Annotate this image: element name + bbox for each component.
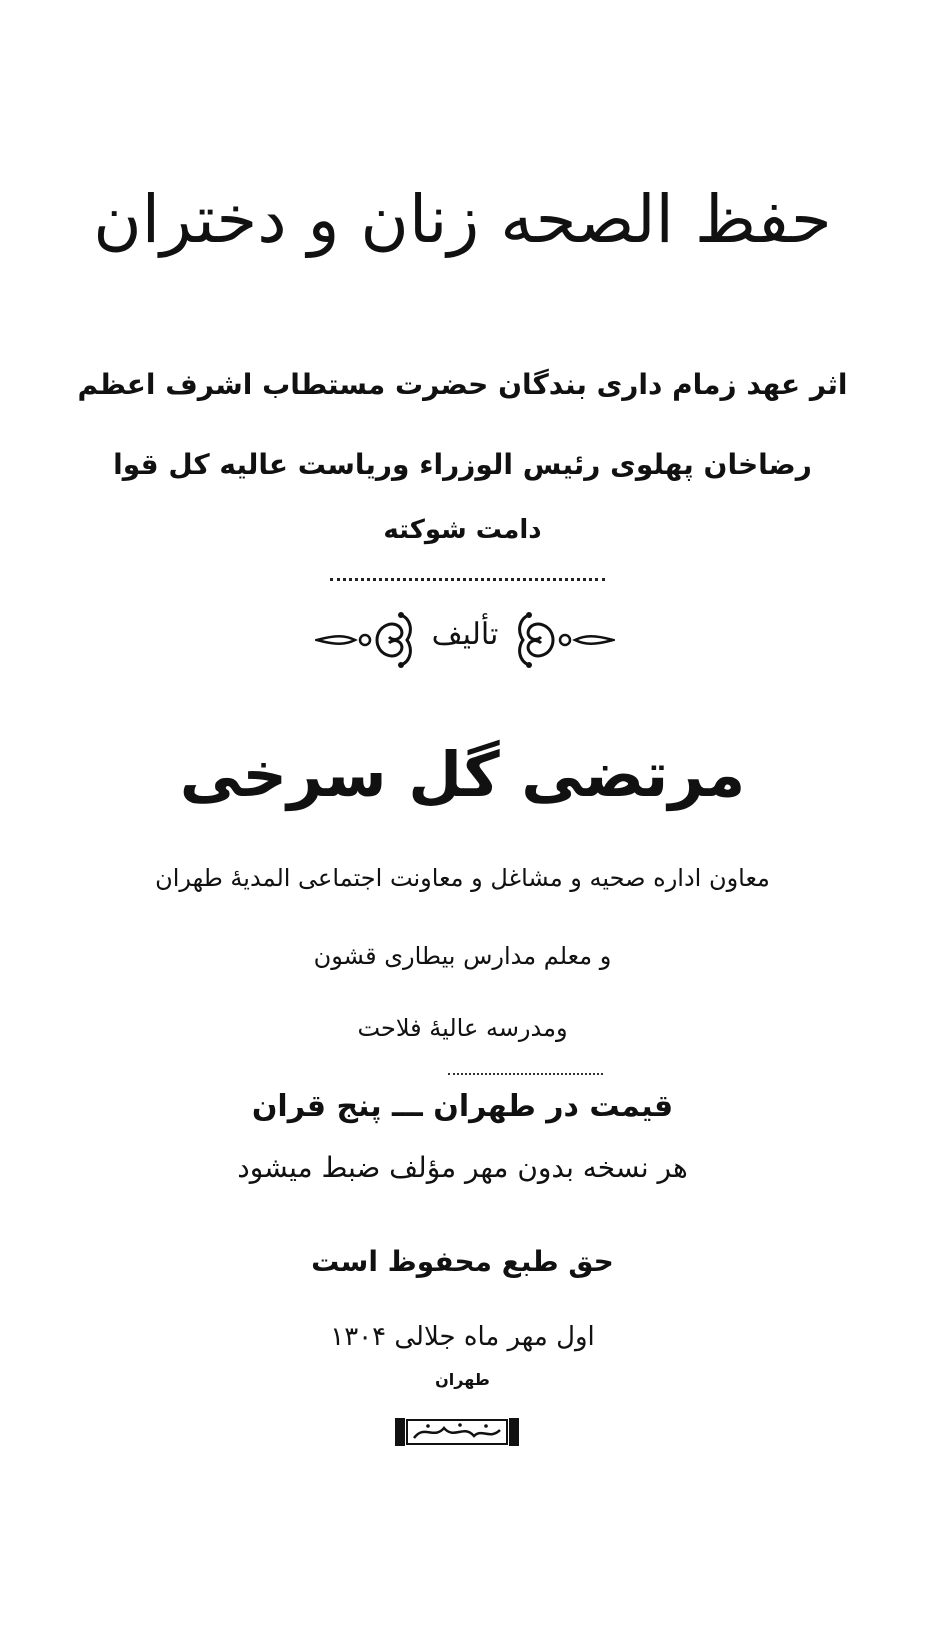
- book-title: حفظ الصحه زنان و دختران: [93, 181, 832, 258]
- dedication-line-3: دامت شوکته: [383, 515, 542, 545]
- price-line: قیمت در طهران ـــ پنج قران: [251, 1089, 674, 1124]
- dedication-line-1: اثر عهد زمام داری بندگان حضرت مستطاب اشرف اعظم: [77, 368, 848, 401]
- dedication-line-2: رضاخان پهلوی رئیس الوزراء وریاست عالیه کل قوا: [113, 448, 812, 481]
- scroll-ornament-right-icon: [505, 605, 615, 675]
- publication-city: طهران: [435, 1370, 490, 1389]
- author-label: تألیف: [431, 617, 499, 652]
- author-name: مرتضی گل سرخی: [179, 738, 746, 811]
- author-role-3: ومدرسه عالیهٔ فلاحت: [357, 1014, 568, 1042]
- publication-date: اول مهر ماه جلالی ۱۳۰۴: [330, 1322, 595, 1352]
- author-role-1: معاون اداره صحیه و مشاغل و معاونت اجتماعی المدیهٔ طهران: [155, 864, 770, 892]
- dotted-divider: [330, 578, 605, 581]
- seal-notice: هر نسخه بدون مهر مؤلف ضبط میشود: [237, 1151, 688, 1184]
- copyright-notice: حق طبع محفوظ است: [311, 1245, 614, 1278]
- press-stamp-logo: [394, 1416, 520, 1448]
- author-role-2: و معلم مدارس بیطاری قشون: [313, 942, 612, 970]
- author-label-row: [315, 605, 615, 675]
- small-divider: [448, 1073, 603, 1075]
